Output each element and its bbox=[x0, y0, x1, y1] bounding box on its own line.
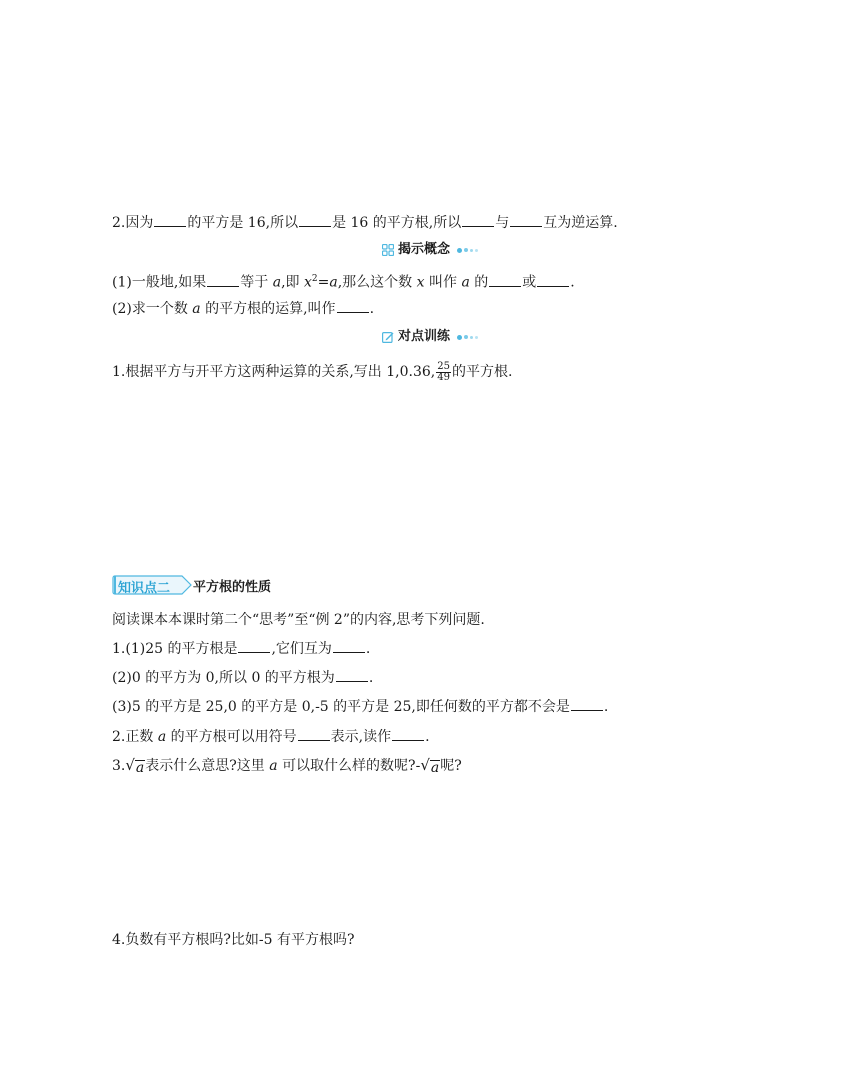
text: . bbox=[425, 729, 430, 745]
text: ,那么这个数 bbox=[337, 274, 413, 291]
blank[interactable] bbox=[299, 212, 331, 227]
text: ,即 bbox=[281, 274, 300, 291]
decorative-dots bbox=[457, 248, 478, 253]
radicand: a bbox=[135, 760, 145, 776]
knowledge-point-badge bbox=[112, 575, 192, 595]
blank[interactable] bbox=[571, 696, 603, 711]
radical-sign: √ bbox=[125, 756, 135, 774]
practice-heading bbox=[0, 327, 860, 350]
text: 互为逆运算. bbox=[543, 215, 618, 231]
text: (1)一般地,如果 bbox=[112, 274, 207, 291]
badge-label: 知识点二 bbox=[118, 581, 171, 596]
text: 3. bbox=[112, 758, 126, 774]
text: 呢? bbox=[440, 758, 462, 774]
knowledge-point-header bbox=[112, 575, 271, 595]
text: 的平方是 16,所以 bbox=[187, 215, 299, 231]
blank[interactable] bbox=[337, 298, 369, 313]
blank[interactable] bbox=[510, 212, 542, 227]
text: 的 bbox=[474, 274, 489, 291]
decorative-dots bbox=[457, 335, 478, 340]
square-root bbox=[125, 755, 145, 775]
text: 或 bbox=[522, 274, 537, 291]
problem-4: 4.负数有平方根吗?比如-5 有平方根吗? bbox=[112, 932, 355, 948]
reveal-concept-heading bbox=[0, 240, 860, 263]
text: . bbox=[365, 641, 371, 657]
text: 1.(1)25 的平方根是 bbox=[112, 641, 238, 657]
text: 1.根据平方与开平方这两种运算的关系,写出 1,0.36, bbox=[112, 364, 436, 380]
radicand: a bbox=[430, 760, 440, 776]
reading-intro: 阅读课本本课时第二个“思考”至“例 2”的内容,思考下列问题. bbox=[112, 612, 485, 628]
text: 叫作 bbox=[429, 274, 457, 291]
variable: a bbox=[329, 274, 338, 291]
variable: x bbox=[416, 274, 425, 291]
blank[interactable] bbox=[298, 726, 330, 741]
text: 的平方根. bbox=[451, 364, 513, 380]
heading-text: 对点训练 bbox=[397, 329, 450, 344]
text: 的平方根的运算,叫作 bbox=[205, 301, 336, 317]
exponent: 2 bbox=[311, 274, 318, 284]
question-2 bbox=[112, 212, 618, 233]
text: 表示,读作 bbox=[330, 729, 392, 745]
text: . bbox=[368, 670, 374, 686]
blank[interactable] bbox=[154, 212, 186, 227]
edit-pencil-icon bbox=[382, 331, 394, 343]
text: = bbox=[317, 274, 330, 291]
heading-text: 揭示概念 bbox=[397, 242, 450, 257]
text: . bbox=[369, 301, 375, 317]
text: ,它们互为 bbox=[271, 641, 332, 657]
variable: a bbox=[272, 274, 282, 291]
variable: a bbox=[157, 729, 167, 745]
variable: a bbox=[461, 274, 470, 291]
problem-1-2 bbox=[112, 667, 373, 688]
blank[interactable] bbox=[336, 667, 368, 682]
blank[interactable] bbox=[333, 638, 365, 653]
text: 等于 bbox=[240, 274, 269, 291]
definition-2 bbox=[112, 298, 374, 319]
text: 2.因为 bbox=[112, 215, 154, 231]
denominator: 49 bbox=[437, 371, 450, 383]
concept-grid-icon bbox=[382, 244, 394, 256]
problem-3 bbox=[112, 755, 462, 776]
blank[interactable] bbox=[489, 272, 521, 287]
text: 可以取什么样的数呢?- bbox=[282, 758, 421, 774]
blank[interactable] bbox=[238, 638, 270, 653]
text: 2.正数 bbox=[112, 729, 154, 745]
exercise-1 bbox=[112, 360, 512, 384]
variable: x bbox=[304, 274, 312, 291]
text: (2)求一个数 bbox=[112, 301, 188, 317]
problem-1-1 bbox=[112, 638, 370, 659]
square-root bbox=[420, 755, 440, 775]
problem-2 bbox=[112, 726, 430, 747]
text: (3)5 的平方是 25,0 的平方是 0,-5 的平方是 25,即任何数的平方都不会是 bbox=[112, 699, 570, 715]
definition-1 bbox=[112, 269, 575, 293]
text: 表示什么意思?这里 bbox=[145, 758, 265, 774]
problem-1-3 bbox=[112, 696, 608, 717]
text: 是 16 的平方根,所以 bbox=[332, 215, 462, 231]
text: 与 bbox=[495, 215, 510, 231]
blank[interactable] bbox=[392, 726, 424, 741]
fraction bbox=[436, 362, 451, 383]
text: . bbox=[570, 274, 575, 291]
variable: a bbox=[192, 301, 201, 317]
variable: a bbox=[269, 758, 278, 774]
blank[interactable] bbox=[462, 212, 494, 227]
blank[interactable] bbox=[207, 272, 239, 287]
numerator: 25 bbox=[437, 360, 450, 372]
text: . bbox=[603, 699, 609, 715]
blank[interactable] bbox=[537, 272, 569, 287]
text: (2)0 的平方为 0,所以 0 的平方根为 bbox=[112, 670, 335, 686]
section-title: 平方根的性质 bbox=[193, 579, 272, 595]
radical-sign: √ bbox=[420, 756, 430, 774]
text: 的平方根可以用符号 bbox=[170, 729, 297, 745]
